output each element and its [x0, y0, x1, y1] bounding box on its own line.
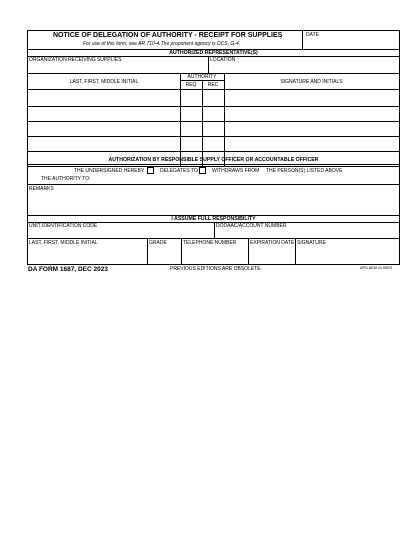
date-label: DATE [306, 32, 319, 38]
dodaac-field[interactable] [215, 229, 399, 238]
representative-row-2[interactable] [28, 107, 399, 121]
version-label: APD AEM v1.00ES [360, 266, 393, 270]
telephone-label: TELEPHONE NUMBER [183, 240, 237, 246]
form-identifier: DA FORM 1687, DEC 2023 [28, 266, 108, 273]
delegates-checkbox[interactable] [147, 167, 154, 174]
signature-column-header: SIGNATURE AND INITIALS [280, 79, 343, 85]
authorization-heading: AUTHORIZATION BY RESPONSIBLE SUPPLY OFFICER OR ACCOUNTABLE OFFICER [108, 157, 319, 163]
uic-field[interactable] [28, 229, 214, 238]
telephone-field[interactable] [182, 246, 247, 264]
authority-to-label: THE AUTHORITY TO: [41, 176, 91, 182]
form-title: NOTICE OF DELEGATION OF AUTHORITY - RECEIPT FOR SUPPLIES [53, 32, 283, 39]
remarks-field[interactable] [28, 192, 399, 215]
responsibility-heading: I ASSUME FULL RESPONSIBILITY [171, 216, 256, 222]
grade-label: GRADE [149, 240, 167, 246]
req-column-header: REQ [185, 82, 197, 88]
name-column-header: LAST, FIRST, MIDDLE INITIAL [69, 79, 139, 85]
withdraws-checkbox[interactable] [199, 167, 206, 174]
signer-name-label: LAST, FIRST, MIDDLE INITIAL [29, 240, 98, 246]
expiration-date-field[interactable] [249, 246, 294, 264]
representative-row-4[interactable] [28, 137, 399, 151]
org-receiving-field[interactable] [28, 62, 208, 73]
date-field[interactable] [303, 38, 400, 49]
undersigned-text: THE UNDERSIGNED HEREBY [74, 168, 145, 174]
remarks-label: REMARKS [29, 186, 54, 192]
da-form-1687 [27, 30, 400, 265]
obsolete-notice: PREVIOUS EDITIONS ARE OBSOLETE. [170, 266, 262, 272]
dodaac-label: DODAAC/ACCOUNT NUMBER [216, 223, 287, 229]
rec-column-header: REC [207, 82, 219, 88]
signer-name-field[interactable] [28, 246, 146, 264]
persons-listed-text: THE PERSON(S) LISTED ABOVE [266, 168, 343, 174]
authority-to-field[interactable] [86, 175, 398, 183]
form-subtitle: For use of this form, see AR 710-4.The proponent agency is DCS, G-4. [83, 41, 241, 47]
representative-row-1[interactable] [28, 90, 399, 106]
representative-row-3[interactable] [28, 122, 399, 136]
expiration-date-label: EXPIRATION DATE [250, 240, 295, 246]
grade-field[interactable] [148, 246, 180, 264]
location-field[interactable] [209, 62, 399, 73]
signature-field[interactable] [296, 246, 399, 264]
uic-label: UNIT IDENTIFICATION CODE [29, 223, 98, 229]
delegates-text: DELEGATES TO [160, 168, 198, 174]
authorized-representatives-heading: AUTHORIZED REPRESENTATIVE(S) [169, 50, 258, 56]
signature-label: SIGNATURE [297, 240, 326, 246]
org-receiving-label: ORGANIZATION RECEIVING SUPPLIES [29, 57, 122, 63]
location-label: LOCATION [210, 57, 236, 63]
withdraws-text: WITHDRAWS FROM [212, 168, 260, 174]
authority-column-header: AUTHORITY [187, 74, 217, 80]
